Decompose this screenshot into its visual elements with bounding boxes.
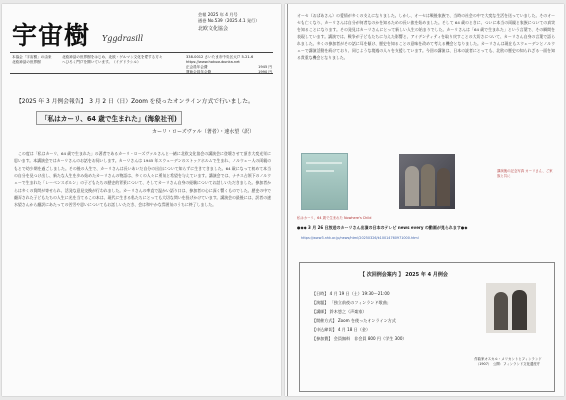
author-line: カーリ・ローズヴァル（著者）・速水望（訳） — [152, 129, 255, 135]
book-cover-image — [301, 153, 348, 210]
event-detail-speaker: 【講師】 鈴木悠之（声楽家） — [312, 309, 367, 314]
newsletter-logo: 宇宙樹 — [12, 21, 91, 50]
info-mid-line-1: 北欧神話の世界樹をはじめ、北欧・ゲルマン文化を愛する方々 — [62, 55, 163, 59]
masthead — [2, 4, 281, 74]
book-caption: 私はカーリ、64 歳で生まれた Nowhere's Child — [297, 216, 372, 220]
composer-photo-caption — [464, 357, 552, 367]
group-photo — [399, 154, 455, 209]
info-mid-line-2: へひろく門戸を開いています。（イグドラシル） — [62, 60, 141, 64]
composer-photo — [486, 283, 536, 333]
publisher-name: 北欧文化協会 — [198, 26, 229, 32]
issue-line-2: 通巻 No.539（2025.4.1 発行） — [198, 18, 260, 23]
composer-caption-line-2: （1907） 公開：フィンランド文化遺産庁 — [475, 362, 541, 366]
tv-news-notice: ●◆◆ 3 月 26 日放送のカーリさん出演の日本のテレビ news every の動画が見られます●◆ — [297, 225, 468, 230]
info-fee-row-2 — [186, 70, 272, 75]
info-mid — [62, 55, 182, 65]
left-page — [2, 4, 281, 396]
issue-info — [198, 12, 273, 32]
report-headline: 【2025 年 3 月例会報告】 3 月 2 日（日）Zoom を使ったオンライン方式で行いました。 — [16, 99, 254, 105]
issue-line-1: 会報 2025 年 4 月号 — [198, 12, 238, 17]
composer-caption-line-1: 作曲家オスカル・メリカントとフィンランド — [474, 357, 542, 361]
info-box — [10, 52, 273, 74]
info-org-line-1: 本協会「宇宙樹」の由来 — [12, 55, 52, 59]
event-detail-topic: 【演題】 「独立前夜のフィンランド歌曲」 — [312, 300, 391, 305]
info-website-link[interactable]: https://www.hokuoubunka.net — [186, 60, 240, 64]
info-contact — [186, 55, 272, 75]
page-gutter — [287, 4, 288, 396]
fee-label-2: 賛助会員年会費 — [186, 70, 212, 74]
next-event-box — [299, 262, 555, 392]
report-body-text: この度は「私はカーリ、64 歳で生まれた」の著者であるカーリ・ローズヴァルさんと一緒に北欧文化協会の講演会に登壇させて頂き大変光栄に思います。本講演会ではカーリさんのお話をお伺いします。カーリさんは 1945 年スウェーデンのストックホルムで生まれ、ノルウェー人の両親のもとで幼少期を過ごしました。その後の人生で、カーリさんは長いあいだ自分の出自について知らずに生きてきました。64 歳になって初めて本当の自分を見つけ出し、新たな人生を歩み始めたカーリさんの物語は、多くの人々に勇気と希望を与えています。講演会では、ナチス占領下のノルウェーで生まれた「レーベンスボルン」の子どもたちの歴史的背景について、そしてカーリさん自身の経験についてお話しいただきました。参加者からは多くの質問が寄せられ、活発な意見交換が行われました。カーリさんの率直で温かい語り口は、参加者の心に深く響くものでした。歴史の中で翻弄された子どもたちの人生に光を当てるこの本は、現代に生きる私たちにとっても大切な問いを投げかけています。講演会の最後には、訳者の速水望さんから翻訳にあたっての苦労や思いについてもお話しいただき、会は和やかな雰囲気のうちに終了しました。 — [14, 151, 272, 208]
next-event-title: 【 次回例会案内 】 2025 年 4 月例会 — [360, 272, 448, 278]
photo-caption: 講演後の記念写真 カーリさん、ご家族と共に — [497, 169, 553, 178]
right-page — [285, 4, 564, 396]
info-org-line-2: 北欧神話の世界樹 — [12, 60, 41, 64]
info-org — [12, 55, 58, 65]
book-title-box: 「私はカーリ、64 歳で生まれた」(海象社刊) — [36, 111, 182, 125]
info-address: 338-0012 さいたま市中央区大戸 5-21-6 — [186, 55, 254, 59]
event-detail-deadline: 【申込締切】 4 月 18 日（金） — [312, 327, 371, 332]
fee-value-1: 1945 円 — [258, 65, 272, 69]
tv-news-link[interactable]: https://www3.nhk.or.jp/news/html/20250326/k10014760971000.html — [301, 236, 419, 240]
event-detail-format: 【開催方式】 Zoom を使ったオンライン方式 — [312, 318, 396, 323]
fee-value-2: 1990 円 — [258, 70, 272, 74]
event-detail-fee: 【参加費】 会員無料 非会員 800 円（学生 300） — [312, 336, 407, 341]
event-detail-date: 【日時】 4 月 19 日（土）19:30～21:00 — [312, 291, 390, 296]
newsletter-logo-latin: Yggdrasill — [102, 34, 144, 43]
report-body-continued: オーセ（おばあさん）の愛情が多くの支えになりました。しかし、オーセは戦後家族で、当時の社会の中で大変な生活を送っていました。そのオーセも亡くなり、カーリさんは自分が何者なのかを知るための長い旅を始めました。そして 64 歳のときに、ついに本当の両親と家族についての真実を知ることになります。その発見はカーリさんにとって新しい人生の始まりでした。カーリさんは「64 歳で生まれた」という言葉で、その瞬間を表現しています。講演では、戦争が子どもたちに与えた影響と、アイデンティティを取り戻すことの大切さについて、カーリさん自身の言葉で語られました。多くの参加者がその話に耳を傾け、歴史を知ることの意味を改めて考える機会となりました。カーリさんは現在もスウェーデンとノルウェーで講演活動を続けており、同じような境遇の人々を支援しています。今回の講演は、日本の読者にとっても、北欧の歴史の知られざる一面を知る貴重な機会となりました。 — [297, 13, 555, 60]
next-event-details — [312, 289, 462, 343]
fee-label-1: 正会員年会費 — [186, 65, 208, 69]
